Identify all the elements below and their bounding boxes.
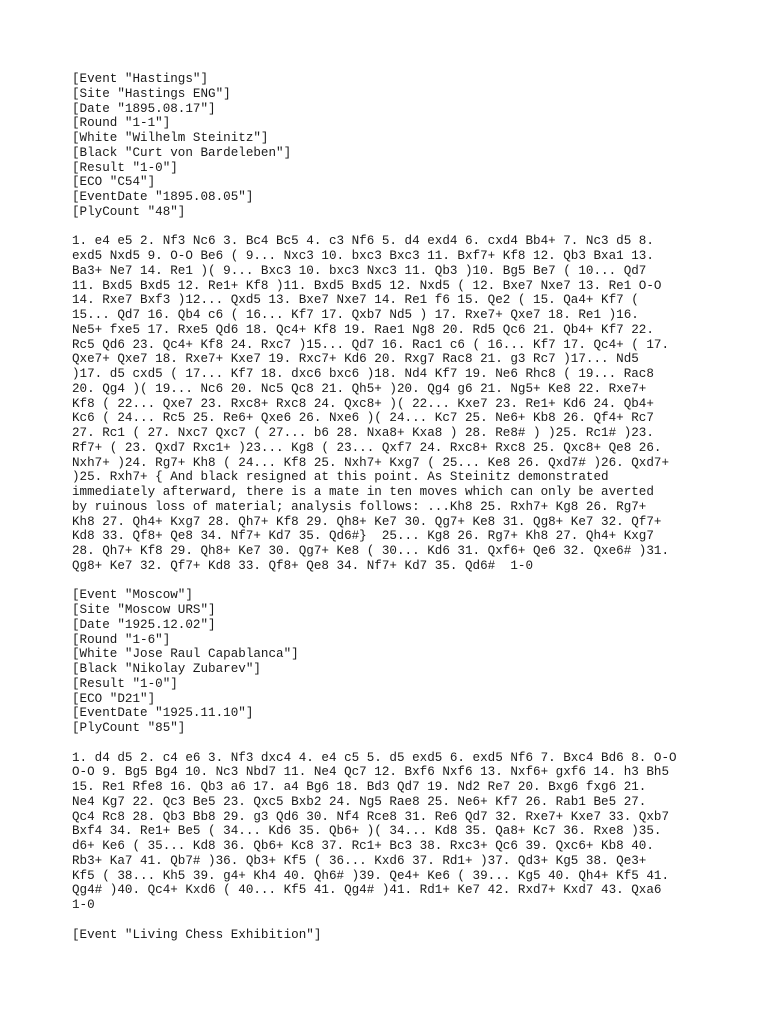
movetext-line: Rc5 Qd6 23. Qc4+ Kf8 24. Rxc7 )15... Qd7 16. Rac1 c6 ( 16... Kf7 17. Qc4+ ( 17.: [72, 337, 670, 352]
movetext-line: 11. Bxd5 Bxd5 12. Re1+ Kf8 )11. Bxd5 Bxd5 12. Nxd5 ( 12. Bxe7 Nxe7 13. Re1 O-O: [72, 278, 662, 293]
movetext-line: Kf5 ( 38... Kh5 39. g4+ Kh4 40. Qh6# )39. Qe4+ Ke6 ( 39... Kg5 40. Qh4+ Kf5 41.: [72, 868, 670, 883]
pgn-header-tag: [PlyCount "48"]: [72, 204, 186, 219]
pgn-header-tag: [White "Jose Raul Capablanca"]: [72, 647, 299, 662]
movetext-line: by ruinous loss of material; analysis follows: ...Kh8 25. Rxh7+ Kg8 26. Rg7+: [72, 499, 647, 514]
movetext-line: 1-0: [72, 898, 95, 912]
movetext-line: Qg4# )40. Qc4+ Kxd6 ( 40... Kf5 41. Qg4# )41. Rd1+ Ke7 42. Rxd7+ Kxd7 43. Qxa6: [72, 883, 662, 898]
pgn-header-tag: [Black "Curt von Bardeleben"]: [72, 145, 292, 160]
movetext-line: Nxh7+ )24. Rg7+ Kh8 ( 24... Kf8 25. Nxh7+ Kxg7 ( 25... Ke8 26. Qxd7# )26. Qxd7+: [72, 455, 670, 470]
movetext-line: immediately afterward, there is a mate in ten moves which can only be averted: [72, 485, 654, 499]
movetext-line: exd5 Nxd5 9. O-O Be6 ( 9... Nxc3 10. bxc3 Bxc3 11. Bxf7+ Kf8 12. Qb3 Bxa1 13.: [72, 249, 654, 263]
pgn-header-tag: [Round "1-6"]: [72, 632, 171, 647]
movetext-line: Qxe7+ Qxe7 18. Rxe7+ Kxe7 19. Rxc7+ Kd6 20. Rxg7 Rac8 21. g3 Rc7 )17... Nd5: [72, 352, 639, 367]
movetext-line: Ne5+ fxe5 17. Rxe5 Qd6 18. Qc4+ Kf8 19. Rae1 Ng8 20. Rd5 Qc6 21. Qb4+ Kf7 22.: [72, 322, 654, 337]
pgn-header-tag: [PlyCount "85"]: [72, 721, 186, 735]
pgn-header-tag: [Event "Hastings"]: [72, 72, 209, 86]
movetext-line: Bxf4 34. Re1+ Be5 ( 34... Kd6 35. Qb6+ )( 34... Kd8 35. Qa8+ Kc7 36. Rxe8 )35.: [72, 824, 662, 839]
pgn-header-tag: [Site "Moscow URS"]: [72, 603, 216, 617]
pgn-header-tag: [ECO "C54"]: [72, 175, 156, 190]
movetext-line: Kh8 27. Qh4+ Kxg7 28. Qh7+ Kf8 29. Qh8+ Ke7 30. Qg7+ Ke8 31. Qg8+ Ke7 32. Qf7+: [72, 514, 662, 529]
pgn-document: [72, 72, 692, 957]
pgn-game: [72, 928, 692, 943]
movetext-line: )17. d5 cxd5 ( 17... Kf7 18. dxc6 bxc6 )18. Nd4 Kf7 19. Ne6 Rhc8 ( 19... Rac8: [72, 367, 654, 381]
pgn-header-tag: [ECO "D21"]: [72, 691, 156, 706]
pgn-header-block: [72, 588, 692, 736]
pgn-game: [72, 72, 692, 574]
movetext-line: 20. Qg4 )( 19... Nc6 20. Nc5 Qc8 21. Qh5+ )20. Qg4 g6 21. Ng5+ Ke8 22. Rxe7+: [72, 381, 647, 396]
pgn-header-block: [72, 928, 692, 943]
pgn-header-tag: [Black "Nikolay Zubarev"]: [72, 662, 261, 676]
movetext-line: Ne4 Kg7 22. Qc3 Be5 23. Qxc5 Bxb2 24. Ng5 Rae8 25. Ne6+ Kf7 26. Rab1 Be5 27.: [72, 794, 647, 809]
pgn-movetext: [72, 234, 692, 573]
pgn-movetext: [72, 751, 692, 913]
movetext-line: 28. Qh7+ Kf8 29. Qh8+ Ke7 30. Qg7+ Ke8 ( 30... Kd6 31. Qxf6+ Qe6 32. Qxe6# )31.: [72, 544, 670, 558]
pgn-header-tag: [Date "1895.08.17"]: [72, 101, 216, 116]
movetext-line: Kc6 ( 24... Rc5 25. Re6+ Qxe6 26. Nxe6 )( 24... Kc7 25. Ne6+ Kb8 26. Qf4+ Rc7: [72, 411, 654, 426]
pgn-header-tag: [Result "1-0"]: [72, 676, 178, 691]
pgn-header-tag: [Event "Moscow"]: [72, 588, 193, 603]
movetext-line: Rf7+ ( 23. Qxd7 Rxc1+ )23... Kg8 ( 23... Qxf7 24. Rxc8+ Rxc8 25. Qxc8+ Qe8 26.: [72, 440, 662, 455]
movetext-line: Qg8+ Ke7 32. Qf7+ Kd8 33. Qf8+ Qe8 34. Nf7+ Kd7 35. Qd6# 1-0: [72, 558, 534, 573]
pgn-header-tag: [Result "1-0"]: [72, 160, 178, 175]
movetext-line: 1. d4 d5 2. c4 e6 3. Nf3 dxc4 4. e4 c5 5. d5 exd5 6. exd5 Nf6 7. Bxc4 Bd6 8. O-O: [72, 750, 677, 765]
movetext-line: 27. Rc1 ( 27. Nxc7 Qxc7 ( 27... b6 28. Nxa8+ Kxa8 ) 28. Re8# ) )25. Rc1# )23.: [72, 426, 654, 440]
movetext-line: 14. Rxe7 Bxf3 )12... Qxd5 13. Bxe7 Nxe7 14. Re1 f6 15. Qe2 ( 15. Qa4+ Kf7 (: [72, 293, 639, 308]
pgn-header-block: [72, 72, 692, 220]
pgn-header-tag: [Date "1925.12.02"]: [72, 617, 216, 632]
movetext-line: 15... Qd7 16. Qb4 c6 ( 16... Kf7 17. Qxb7 Nd5 ) 17. Rxe7+ Qxe7 18. Re1 )16.: [72, 308, 639, 322]
movetext-line: O-O 9. Bg5 Bg4 10. Nc3 Nbd7 11. Ne4 Qc7 12. Bxf6 Nxf6 13. Nxf6+ gxf6 14. h3 Bh5: [72, 765, 670, 780]
movetext-line: )25. Rxh7+ { And black resigned at this point. As Steinitz demonstrated: [72, 470, 609, 485]
pgn-header-tag: [Round "1-1"]: [72, 116, 171, 131]
movetext-line: d6+ Ke6 ( 35... Kd8 36. Qb6+ Kc8 37. Rc1+ Bc3 38. Rxc3+ Qc6 39. Qxc6+ Kb8 40.: [72, 839, 654, 853]
pgn-header-tag: [EventDate "1925.11.10"]: [72, 706, 254, 721]
movetext-line: Kd8 33. Qf8+ Qe8 34. Nf7+ Kd7 35. Qd6#} 25... Kg8 26. Rg7+ Kh8 27. Qh4+ Kxg7: [72, 529, 654, 544]
movetext-line: 1. e4 e5 2. Nf3 Nc6 3. Bc4 Bc5 4. c3 Nf6 5. d4 exd4 6. cxd4 Bb4+ 7. Nc3 d5 8.: [72, 234, 654, 249]
movetext-line: 15. Re1 Rfe8 16. Qb3 a6 17. a4 Bg6 18. Bd3 Qd7 19. Nd2 Re7 20. Bxg6 fxg6 21.: [72, 780, 647, 794]
pgn-header-tag: [EventDate "1895.08.05"]: [72, 190, 254, 204]
pgn-header-tag: [Site "Hastings ENG"]: [72, 86, 231, 101]
movetext-line: Kf8 ( 22... Qxe7 23. Rxc8+ Rxc8 24. Qxc8+ )( 22... Kxe7 23. Re1+ Kd6 24. Qb4+: [72, 396, 654, 411]
pgn-header-tag: [White "Wilhelm Steinitz"]: [72, 131, 269, 145]
pgn-game: [72, 588, 692, 913]
pgn-header-tag: [Event "Living Chess Exhibition"]: [72, 927, 322, 942]
movetext-line: Qc4 Rc8 28. Qb3 Bb8 29. g3 Qd6 30. Nf4 Rce8 31. Re6 Qd7 32. Rxe7+ Kxe7 33. Qxb7: [72, 809, 670, 824]
movetext-line: Ba3+ Ne7 14. Re1 )( 9... Bxc3 10. bxc3 Nxc3 11. Qb3 )10. Bg5 Be7 ( 10... Qd7: [72, 263, 647, 278]
movetext-line: Rb3+ Ka7 41. Qb7# )36. Qb3+ Kf5 ( 36... Kxd6 37. Rd1+ )37. Qd3+ Kg5 38. Qe3+: [72, 853, 647, 868]
